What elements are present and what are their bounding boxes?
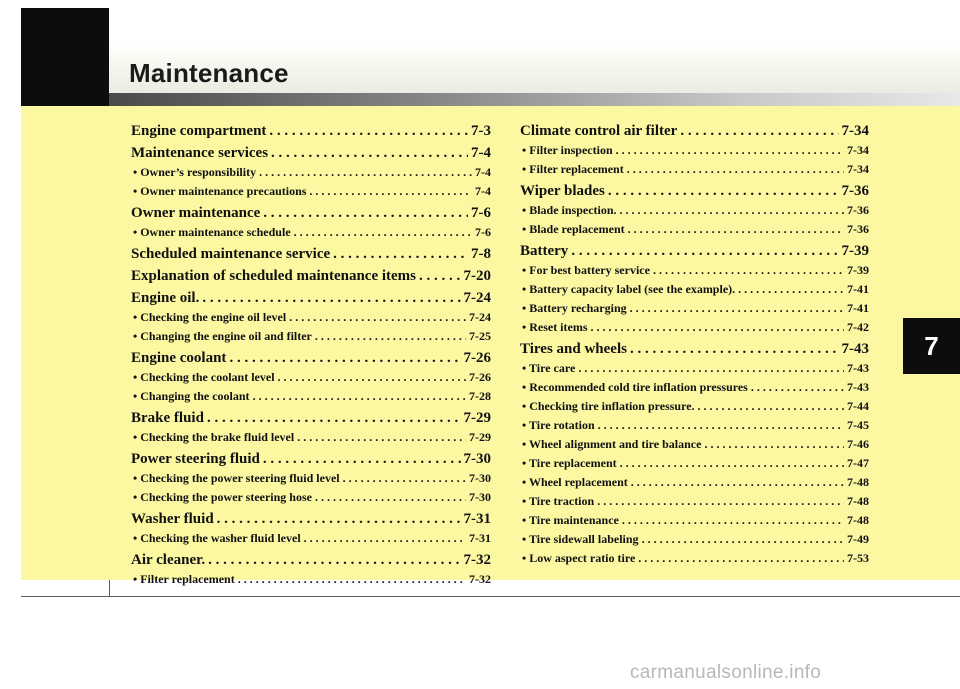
toc-entry-label: • Changing the coolant: [133, 389, 250, 403]
toc-page-number: 7-48: [847, 513, 869, 527]
toc-subentry[interactable]: [520, 381, 869, 400]
dot-leader: [680, 124, 838, 139]
toc-subentry[interactable]: [520, 476, 869, 495]
toc-page-number: 7-31: [463, 511, 491, 527]
dot-leader: [578, 362, 844, 374]
toc-entry-label: Power steering fluid: [131, 451, 260, 467]
dot-leader: [419, 269, 460, 284]
toc-page-number: 7-4: [475, 165, 491, 179]
toc-subentry[interactable]: [520, 438, 869, 457]
toc-page-number: 7-26: [463, 350, 491, 366]
toc-entry-label: Climate control air filter: [520, 123, 678, 139]
toc-page-number: 7-34: [841, 123, 869, 139]
toc-page-number: 7-25: [469, 329, 491, 343]
toc-entry[interactable]: [131, 245, 491, 267]
toc-entry-label: • Checking the power steering hose: [133, 490, 312, 504]
toc-page-number: 7-24: [469, 310, 491, 324]
toc-page-number: 7-34: [847, 143, 869, 157]
dot-leader: [597, 495, 844, 507]
dot-leader: [315, 330, 466, 342]
dot-leader: [630, 342, 839, 357]
toc-entry-label: Tires and wheels: [520, 341, 627, 357]
dot-leader: [571, 244, 838, 259]
toc-entry-label: • Filter inspection: [522, 143, 613, 157]
dot-leader: [627, 163, 844, 175]
toc-page-number: 7-43: [847, 361, 869, 375]
toc-page-number: 7-48: [847, 494, 869, 508]
toc-page-number: 7-44: [847, 399, 869, 413]
toc-entry-label: • Owner maintenance precautions: [133, 184, 307, 198]
toc-page-number: 7-29: [469, 430, 491, 444]
toc-entry[interactable]: [131, 122, 491, 144]
toc-subentry[interactable]: [520, 533, 869, 552]
toc-entry[interactable]: [131, 409, 491, 431]
toc-entry-label: • Wheel alignment and tire balance: [522, 437, 702, 451]
toc-entry[interactable]: [520, 340, 869, 362]
toc-page-number: 7-4: [475, 184, 491, 198]
dot-leader: [297, 431, 466, 443]
toc-entry-label: • Tire rotation: [522, 418, 595, 432]
dot-leader: [263, 452, 461, 467]
dot-leader: [642, 533, 844, 545]
toc-column-left: [131, 122, 491, 592]
toc-entry-label: • Checking the power steering fluid level: [133, 471, 340, 485]
toc-entry[interactable]: [131, 450, 491, 472]
toc-subentry[interactable]: [520, 552, 869, 571]
page-title: Maintenance: [129, 58, 289, 88]
dot-leader: [630, 302, 844, 314]
toc-subentry[interactable]: [520, 400, 869, 419]
dot-leader: [253, 390, 466, 402]
toc-subentry[interactable]: [520, 302, 869, 321]
bottom-rule: [21, 596, 960, 597]
toc-page-number: 7-3: [471, 123, 491, 139]
toc-subentry[interactable]: [131, 185, 491, 204]
toc-subentry[interactable]: [131, 330, 491, 349]
toc-entry-label: Scheduled maintenance service: [131, 246, 331, 262]
toc-page-number: 7-26: [469, 370, 491, 384]
toc-entry-label: Engine oil.: [131, 290, 200, 306]
dot-leader: [620, 204, 844, 216]
toc-entry-label: • Tire traction: [522, 494, 595, 508]
dot-leader: [698, 400, 844, 412]
toc-page-number: 7-30: [463, 451, 491, 467]
toc-entry-label: Owner maintenance: [131, 205, 261, 221]
toc-page-number: 7-24: [463, 290, 491, 306]
dot-leader: [294, 226, 472, 238]
dot-leader: [751, 381, 844, 393]
dot-leader: [269, 124, 468, 139]
dot-leader: [304, 532, 466, 544]
toc-subentry[interactable]: [131, 371, 491, 390]
dot-leader: [263, 206, 468, 221]
toc-subentry[interactable]: [520, 514, 869, 533]
toc-page-number: 7-20: [463, 268, 491, 284]
toc-entry-label: • Battery recharging: [522, 301, 627, 315]
toc-page-number: 7-29: [463, 410, 491, 426]
toc-entry-label: • Filter replacement: [522, 162, 624, 176]
toc-entry-label: • Wheel replacement: [522, 475, 628, 489]
chapter-tab[interactable]: 7: [903, 318, 960, 374]
left-margin-strip: [21, 106, 110, 580]
toc-entry-label: • Checking the brake fluid level: [133, 430, 295, 444]
toc-entry-label: Explanation of scheduled maintenance items: [131, 268, 417, 284]
dot-leader: [598, 419, 844, 431]
toc-subentry[interactable]: [520, 283, 869, 302]
toc-page-number: 7-41: [847, 301, 869, 315]
toc-entry[interactable]: [520, 122, 869, 144]
toc-entry-label: • Checking tire inflation pressure.: [522, 399, 695, 413]
toc-entry-label: • Owner maintenance schedule: [133, 225, 291, 239]
title-underline-rule: [109, 93, 960, 106]
dot-leader: [591, 321, 844, 333]
toc-entry-label: • Owner’s responsibility: [133, 165, 257, 179]
toc-entry-label: • Checking the engine oil level: [133, 310, 287, 324]
toc-subentry[interactable]: [131, 166, 491, 185]
toc-entry-label: • Filter replacement: [133, 572, 235, 586]
toc-page-number: 7-32: [469, 572, 491, 586]
dot-leader: [620, 457, 844, 469]
toc-page-number: 7-6: [471, 205, 491, 221]
toc-subentry[interactable]: [520, 495, 869, 514]
toc-page-number: 7-32: [463, 552, 491, 568]
toc-subentry[interactable]: [131, 311, 491, 330]
toc-entry-label: Battery: [520, 243, 569, 259]
toc-subentry[interactable]: [520, 223, 869, 242]
toc-entry-label: • Blade inspection.: [522, 203, 617, 217]
corner-black-tab: [21, 8, 109, 106]
toc-subentry[interactable]: [520, 419, 869, 438]
dot-leader: [738, 283, 844, 295]
toc-entry-label: • Tire maintenance: [522, 513, 619, 527]
dot-leader: [217, 512, 461, 527]
toc-page-number: 7-43: [841, 341, 869, 357]
toc-page-number: 7-31: [469, 531, 491, 545]
toc-entry-label: Brake fluid: [131, 410, 204, 426]
toc-page-number: 7-39: [841, 243, 869, 259]
toc-entry-label: • Blade replacement: [522, 222, 625, 236]
dot-leader: [608, 184, 839, 199]
toc-subentry[interactable]: [520, 204, 869, 223]
toc-page-number: 7-28: [469, 389, 491, 403]
toc-entry-label: • Battery capacity label (see the example).: [522, 282, 736, 296]
toc-entry-label: • Changing the engine oil and filter: [133, 329, 312, 343]
toc-page-number: 7-4: [471, 145, 491, 161]
dot-leader: [315, 491, 466, 503]
toc-page-number: 7-46: [847, 437, 869, 451]
toc-entry-label: Wiper blades: [520, 183, 605, 199]
toc-page-number: 7-49: [847, 532, 869, 546]
toc-subentry[interactable]: [131, 390, 491, 409]
dot-leader: [653, 264, 844, 276]
toc-page-number: 7-45: [847, 418, 869, 432]
dot-leader: [628, 223, 844, 235]
toc-entry[interactable]: [131, 551, 491, 573]
dot-leader: [616, 144, 844, 156]
toc-subentry[interactable]: [520, 321, 869, 340]
toc-entry-label: • Recommended cold tire inflation pressures: [522, 380, 748, 394]
toc-entry-label: • Tire care: [522, 361, 576, 375]
dot-leader: [333, 247, 468, 262]
toc-entry[interactable]: [520, 182, 869, 204]
toc-entry[interactable]: [520, 242, 869, 264]
toc-entry-label: Washer fluid: [131, 511, 214, 527]
toc-subentry[interactable]: [520, 457, 869, 476]
toc-entry[interactable]: [131, 510, 491, 532]
toc-subentry[interactable]: [131, 472, 491, 491]
toc-entry-label: • Reset items: [522, 320, 588, 334]
dot-leader: [238, 573, 466, 585]
toc-page-number: 7-42: [847, 320, 869, 334]
toc-subentry[interactable]: [131, 532, 491, 551]
toc-entry-label: • Low aspect ratio tire: [522, 551, 636, 565]
toc-entry-label: • Tire replacement: [522, 456, 617, 470]
toc-entry-label: • For best battery service: [522, 263, 650, 277]
dot-leader: [343, 472, 466, 484]
title-band: [109, 8, 960, 106]
toc-subentry[interactable]: [520, 144, 869, 163]
toc-entry[interactable]: [131, 267, 491, 289]
toc-subentry[interactable]: [131, 491, 491, 510]
toc-page-number: 7-30: [469, 490, 491, 504]
toc-page-number: 7-53: [847, 551, 869, 565]
dot-leader: [638, 552, 844, 564]
toc-page-number: 7-39: [847, 263, 869, 277]
dot-leader: [229, 351, 460, 366]
toc-entry-label: Air cleaner.: [131, 552, 206, 568]
toc-page-number: 7-30: [469, 471, 491, 485]
dot-leader: [271, 146, 468, 161]
toc-page-number: 7-48: [847, 475, 869, 489]
dot-leader: [207, 411, 461, 426]
toc-page-number: 7-8: [471, 246, 491, 262]
toc-subentry[interactable]: [131, 431, 491, 450]
toc-column-right: [520, 122, 869, 571]
toc-subentry[interactable]: [520, 163, 869, 182]
toc-entry-label: Engine coolant: [131, 350, 227, 366]
dot-leader: [631, 476, 844, 488]
dot-leader: [202, 291, 460, 306]
dot-leader: [309, 185, 472, 197]
toc-subentry[interactable]: [131, 573, 491, 592]
toc-page-number: 7-43: [847, 380, 869, 394]
toc-page-number: 7-36: [847, 203, 869, 217]
toc-page-number: 7-34: [847, 162, 869, 176]
toc-page-number: 7-41: [847, 282, 869, 296]
dot-leader: [259, 166, 472, 178]
margin-divider: [109, 580, 110, 597]
dot-leader: [622, 514, 844, 526]
dot-leader: [208, 553, 460, 568]
toc-entry-label: • Tire sidewall labeling: [522, 532, 639, 546]
toc-page-number: 7-36: [847, 222, 869, 236]
toc-subentry[interactable]: [520, 264, 869, 283]
dot-leader: [289, 311, 466, 323]
toc-entry-label: Engine compartment: [131, 123, 267, 139]
toc-entry-label: Maintenance services: [131, 145, 269, 161]
dot-leader: [278, 371, 466, 383]
toc-page-number: 7-6: [475, 225, 491, 239]
toc-entry[interactable]: [131, 204, 491, 226]
toc-entry-label: • Checking the coolant level: [133, 370, 275, 384]
toc-subentry[interactable]: [520, 362, 869, 381]
toc-page-number: 7-36: [841, 183, 869, 199]
watermark-text: carmanualsonline.info: [630, 662, 822, 683]
toc-entry-label: • Checking the washer fluid level: [133, 531, 301, 545]
toc-entry[interactable]: [131, 144, 491, 166]
toc-subentry[interactable]: [131, 226, 491, 245]
toc-entry[interactable]: [131, 349, 491, 371]
toc-entry[interactable]: [131, 289, 491, 311]
dot-leader: [704, 438, 844, 450]
toc-page-number: 7-47: [847, 456, 869, 470]
